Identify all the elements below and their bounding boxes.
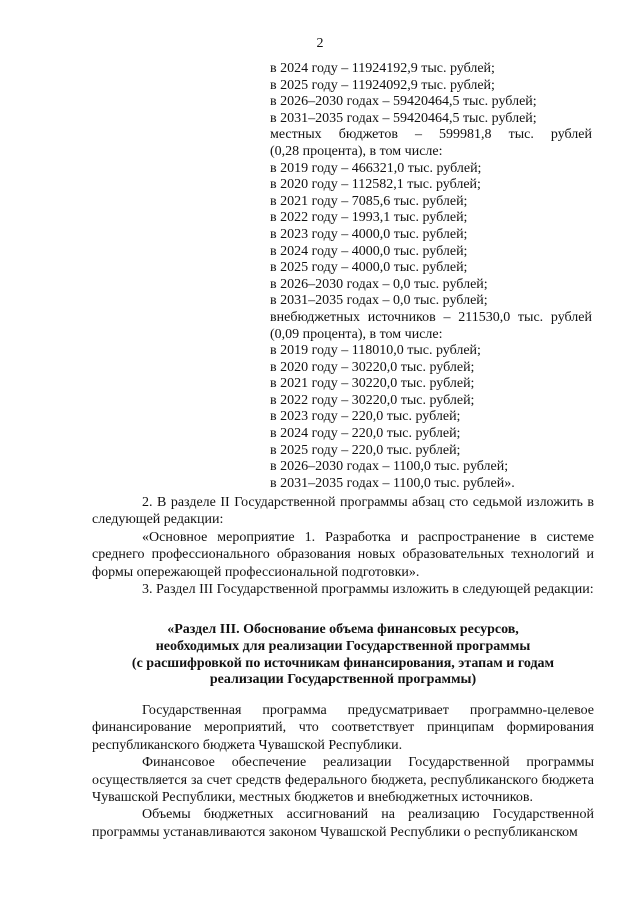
local-budget-line: в 2023 году – 4000,0 тыс. рублей;	[270, 226, 468, 242]
extra-budget-line: в 2031–2035 годах – 1100,0 тыс. рублей».	[270, 475, 515, 491]
amendment-paragraphs	[92, 494, 594, 598]
finance-breakdown	[270, 61, 592, 492]
finance-line: в 2031–2035 годах – 59420464,5 тыс. рублей;	[270, 110, 537, 126]
local-budget-intro-cont: (0,28 процента), в том числе:	[270, 143, 443, 159]
paragraph-item-2: 2. В разделе II Государственной программы абзац сто седьмой изложить в следующей редакции:	[92, 495, 594, 528]
extra-budget-line: в 2023 году – 220,0 тыс. рублей;	[270, 409, 461, 425]
local-budget-intro: местных бюджетов – 599981,8 тыс. рублей	[270, 127, 592, 143]
local-budget-line: в 2019 году – 466321,0 тыс. рублей;	[270, 160, 482, 176]
extra-budget-line: в 2024 году – 220,0 тыс. рублей;	[270, 426, 461, 442]
paragraph: Финансовое обеспечение реализации Государственной программы осуществляется за счет средств федерального бюджета, республиканского бюджета Чувашской Республики, местных бюджетов и внебюджетных источников.	[92, 755, 594, 806]
section-body	[92, 702, 594, 841]
section-heading-line: (с расшифровкой по источникам финансирования, этапам и годам	[131, 655, 555, 671]
extra-budget-line: в 2019 году – 118010,0 тыс. рублей;	[270, 343, 481, 359]
section-heading-line: необходимых для реализации Государственной программы	[155, 638, 531, 654]
finance-line: в 2024 году – 11924192,9 тыс. рублей;	[270, 61, 495, 76]
section-heading	[92, 622, 594, 689]
paragraph: Государственная программа предусматривает программно-целевое финансирование мероприятий, что соответствует принципам формирования республиканского бюджета Чувашской Республики.	[92, 703, 594, 753]
paragraph-item-3: 3. Раздел III Государственной программы изложить в следующей редакции:	[142, 582, 594, 598]
extra-budget-line: в 2022 году – 30220,0 тыс. рублей;	[270, 392, 475, 408]
finance-line: в 2025 году – 11924092,9 тыс. рублей;	[270, 77, 495, 93]
finance-line: в 2026–2030 годах – 59420464,5 тыс. рублей;	[270, 94, 537, 110]
paragraph-quote: «Основное мероприятие 1. Разработка и распространение в системе среднего профессионального образования новых образовательных технологий и формы опережающей профессиональной подготовки».	[92, 529, 594, 580]
extra-budget-line: в 2026–2030 годах – 1100,0 тыс. рублей;	[270, 459, 509, 475]
local-budget-line: в 2021 году – 7085,6 тыс. рублей;	[270, 193, 468, 209]
local-budget-line: в 2026–2030 годах – 0,0 тыс. рублей;	[270, 276, 488, 292]
local-budget-line: в 2022 году – 1993,1 тыс. рублей;	[270, 210, 468, 226]
local-budget-line: в 2025 году – 4000,0 тыс. рублей;	[270, 260, 468, 276]
local-budget-line: в 2031–2035 годах – 0,0 тыс. рублей;	[270, 293, 488, 309]
paragraph: Объемы бюджетных ассигнований на реализацию Государственной программы устанавливаются законом Чувашской Республики о республиканском	[92, 807, 594, 840]
local-budget-line: в 2024 году – 4000,0 тыс. рублей;	[270, 243, 468, 259]
page-number: 2	[316, 36, 324, 51]
local-budget-line: в 2020 году – 112582,1 тыс. рублей;	[270, 177, 481, 193]
extra-budget-line: в 2020 году – 30220,0 тыс. рублей;	[270, 359, 475, 375]
section-heading-line: реализации Государственной программы)	[209, 672, 477, 688]
extra-budget-line: в 2025 году – 220,0 тыс. рублей;	[270, 442, 461, 458]
section-heading-line: «Раздел III. Обоснование объема финансовых ресурсов,	[167, 622, 519, 637]
extra-budget-line: в 2021 году – 30220,0 тыс. рублей;	[270, 376, 475, 392]
extra-budget-intro: внебюджетных источников – 211530,0 тыс. рублей (0,09 процента), в том числе:	[270, 309, 592, 342]
